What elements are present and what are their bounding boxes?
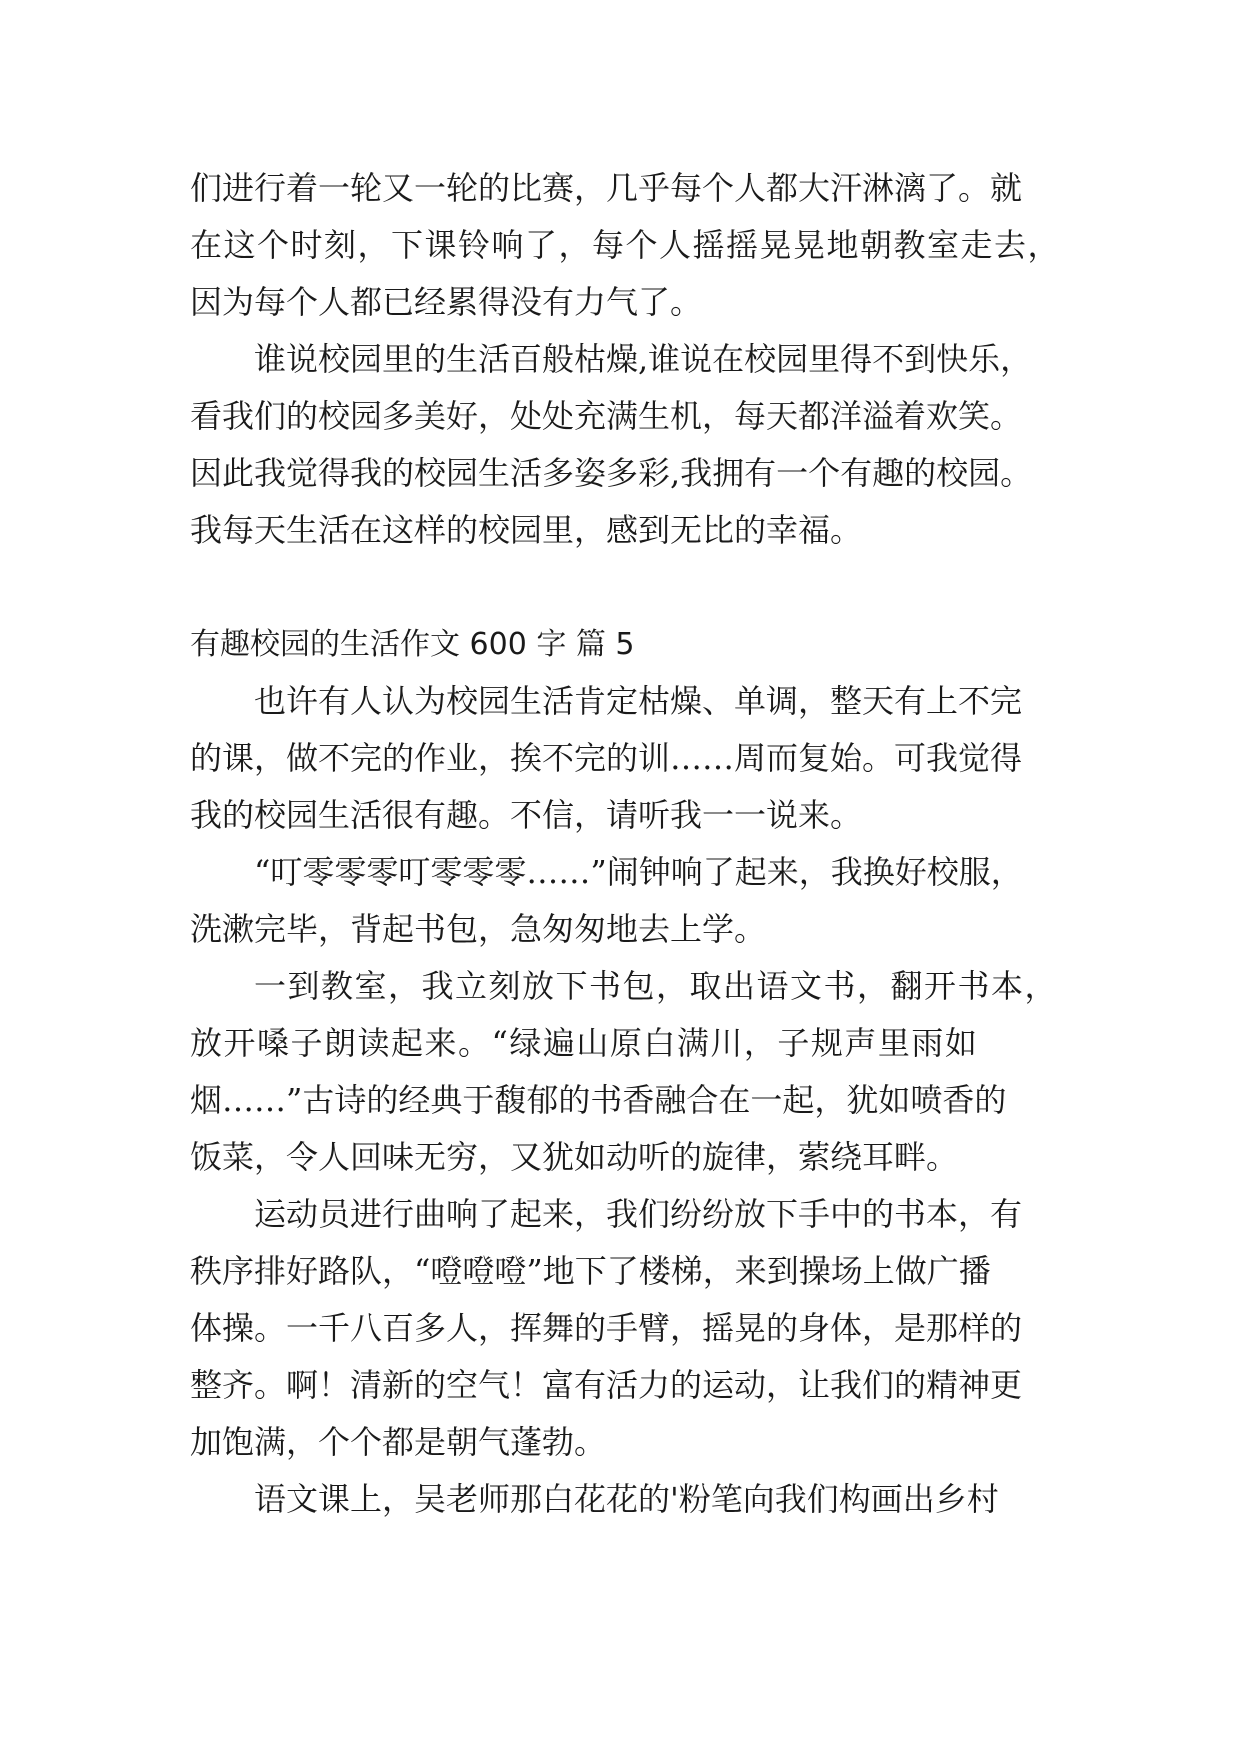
text-line: 的课，做不完的作业，挨不完的训……周而复始。可我觉得 bbox=[190, 739, 1023, 777]
text-line: 秩序排好路队，“噔噔噔”地下了楼梯，来到操场上做广播 bbox=[190, 1252, 991, 1290]
text-line: 们进行着一轮又一轮的比赛，几乎每个人都大汗淋漓了。就 bbox=[190, 169, 1023, 207]
section-heading: 有趣校园的生活作文 600 字 篇 5 bbox=[190, 627, 635, 662]
paragraph-2 bbox=[190, 844, 1070, 958]
text-line: 在这个时刻，下课铃响了，每个人摇摇晃晃地朝教室走去， bbox=[190, 226, 1062, 264]
text-line: 我每天生活在这样的校园里，感到无比的幸福。 bbox=[190, 511, 863, 549]
text-line: 也许有人认为校园生活肯定枯燥、单调，整天有上不完 bbox=[254, 682, 1023, 720]
text-line: 烟……”古诗的经典于馥郁的书香融合在一起，犹如喷香的 bbox=[190, 1081, 1007, 1119]
text-line: 看我们的校园多美好，处处充满生机，每天都洋溢着欢笑。 bbox=[190, 397, 1023, 435]
text-line: “叮零零零叮零零零……”闹钟响了起来，我换好校服， bbox=[254, 853, 1023, 891]
paragraph-3 bbox=[190, 958, 1070, 1186]
text-line: 放开嗓子朗读起来。“绿遍山原白满川，子规声里雨如 bbox=[190, 1024, 979, 1062]
text-line: 洗漱完毕，背起书包，急匆匆地去上学。 bbox=[190, 910, 767, 948]
document-body bbox=[190, 160, 1070, 1528]
paragraph-4 bbox=[190, 1186, 1070, 1471]
paragraph-5 bbox=[190, 1471, 1070, 1528]
text-line: 体操。一千八百多人，挥舞的手臂，摇晃的身体，是那样的 bbox=[190, 1309, 1023, 1347]
text-line: 加饱满，个个都是朝气蓬勃。 bbox=[190, 1423, 607, 1461]
text-line: 整齐。啊！清新的空气！富有活力的运动，让我们的精神更 bbox=[190, 1366, 1023, 1404]
text-line: 我的校园生活很有趣。不信，请听我一一说来。 bbox=[190, 796, 863, 834]
paragraph-continued bbox=[190, 160, 1070, 331]
paragraph-conclusion bbox=[190, 331, 1070, 559]
section-spacer bbox=[190, 559, 1070, 616]
text-line: 因为每个人都已经累得没有力气了。 bbox=[190, 283, 703, 321]
paragraph-1 bbox=[190, 673, 1070, 844]
text-line: 语文课上，吴老师那白花花的'粉笔向我们构画出乡村 bbox=[254, 1480, 999, 1518]
text-line: 谁说校园里的生活百般枯燥,谁说在校园里得不到快乐， bbox=[254, 340, 1033, 378]
text-line: 一到教室，我立刻放下书包，取出语文书，翻开书本， bbox=[254, 967, 1059, 1005]
text-line: 饭菜，令人回味无穷，又犹如动听的旋律，萦绕耳畔。 bbox=[190, 1138, 959, 1176]
text-line: 因此我觉得我的校园生活多姿多彩,我拥有一个有趣的校园。 bbox=[190, 454, 1033, 492]
text-line: 运动员进行曲响了起来，我们纷纷放下手中的书本，有 bbox=[254, 1195, 1023, 1233]
